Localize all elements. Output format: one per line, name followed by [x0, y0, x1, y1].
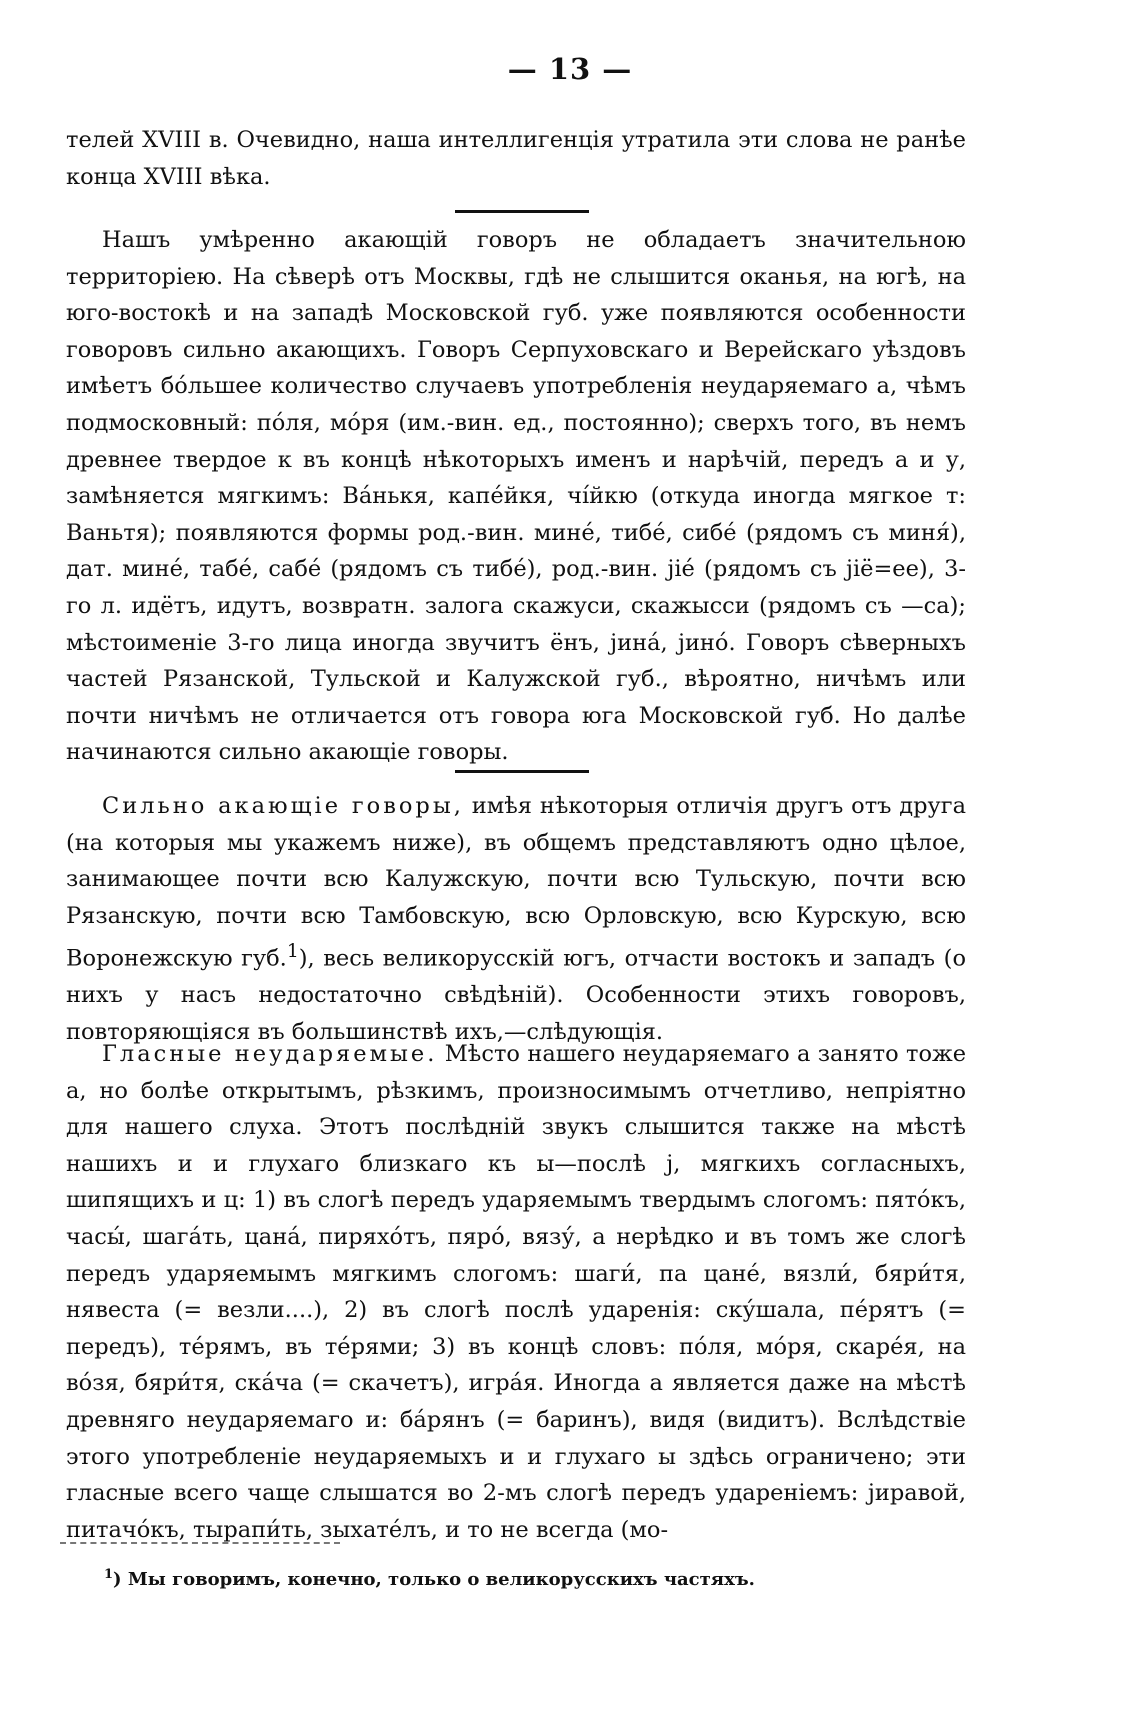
paragraph-body: имѣя нѣкоторыя отличія другъ отъ друга (на которыя мы укажемъ ниже), въ общемъ представляютъ одно цѣлое, занимающее почти всю Калужскую, почти всю Тульскую, почти всю Рязанскую, почти всю Тамбовскую, всю Орловскую, всю Курскую, всю Воронежскую губ.: [66, 793, 966, 972]
section-divider: [455, 770, 589, 773]
footnote: [104, 1562, 964, 1593]
footnote-marker: 1: [104, 1567, 114, 1582]
footnote-text: ) Мы говоримъ, конечно, только о великорусскихъ частяхъ.: [113, 1569, 755, 1590]
paragraph-continuation: [66, 122, 966, 195]
footnote-divider: [60, 1542, 340, 1544]
page-number: — 13 —: [507, 52, 633, 86]
paragraph-strong-akanye: [66, 788, 966, 1051]
paragraph-body-tail: ), весь великорусскій югъ, отчасти востокъ и западъ (о нихъ у насъ недостаточно свѣдѣній). Особенности этихъ говоровъ, повторяющіяся въ большинствѣ ихъ,—слѣдующія.: [66, 945, 966, 1046]
paragraph-text: [66, 788, 966, 1051]
paragraph-moderate-akanye: [66, 222, 966, 771]
spaced-lead-phrase: Гласные неударяемые.: [102, 1041, 438, 1067]
section-divider: [455, 210, 589, 213]
spaced-lead-phrase: Сильно акающіе говоры,: [102, 793, 464, 819]
paragraph-text: [66, 1036, 966, 1548]
paragraph-text: Нашъ умѣренно акающій говоръ не обладаетъ значительною территоріею. На сѣверѣ отъ Москвы, гдѣ не слышится оканья, на югѣ, на юго-востокѣ и на западѣ Московской губ. уже появляются особенности говоровъ сильно акающихъ. Говоръ Серпуховскаго и Верейскаго уѣздовъ имѣетъ бо́льшее количество случаевъ употребленія неударяемаго а, чѣмъ подмосковный: по́ля, мо́ря (им.-вин. ед., постоянно); сверхъ того, въ немъ древнее твердое к въ концѣ нѣкоторыхъ именъ и нарѣчій, передъ а и у, замѣняется мягкимъ: Ва́нькя, капе́йкя, чі́йкю (откуда иногда мягкое т: Ваньтя); появляются формы род.-вин. мине́, тибе́, сибе́ (рядомъ съ миня́), дат. мине́, табе́, сабе́ (рядомъ съ тибе́), род.-вин. jiе́ (рядомъ съ jiё=ее), 3-го л. идётъ, идутъ, возвратн. залога скажуси, скажысси (рядомъ съ —са); мѣстоименіе 3-го лица иногда звучитъ ёнъ, jина́, jино́. Говоръ сѣверныхъ частей Рязанской, Тульской и Калужской губ., вѣроятно, ничѣмъ или почти ничѣмъ не отличается отъ говора юга Московской губ. Но далѣе начинаются сильно акающіе говоры.: [66, 227, 966, 766]
footnote-reference[interactable]: 1: [286, 941, 299, 963]
paragraph-body: Мѣсто нашего неударяемаго а занято тоже а, но болѣе открытымъ, рѣзкимъ, произносимымъ отчетливо, непріятно для нашего слуха. Этотъ послѣдній звукъ слышится также на мѣстѣ нашихъ и и глухаго близкаго къ ы—послѣ j, мягкихъ согласныхъ, шипящихъ и ц: 1) въ слогѣ передъ ударяемымъ твердымъ слогомъ: пято́къ, часы́, шага́ть, цана́, пиряхо́тъ, пяро́, вязу́, а нерѣдко и въ томъ же слогѣ передъ ударяемымъ мягкимъ слогомъ: шаги́, па цане́, вязли́, бяри́тя, нявеста (= везли....), 2) въ слогѣ послѣ ударенія: ску́шала, пе́рятъ (= передъ), те́рямъ, въ те́рями; 3) въ концѣ словъ: по́ля, мо́ря, скаре́я, на во́зя, бяри́тя, ска́ча (= скачетъ), игра́я. Иногда а является даже на мѣстѣ древняго неударяемаго и: ба́рянъ (= баринъ), видя (видитъ). Вслѣдствіе этого употребленіе неударяемыхъ и и глухаго ы здѣсь ограничено; эти гласные всего чаще слышатся во 2-мъ слогѣ передъ удареніемъ: jиравой, питачо́къ, тырапи́ть, зыхате́лъ, и то не всегда (мо-: [66, 1041, 967, 1543]
paragraph-unstressed-vowels: [66, 1036, 966, 1548]
paragraph-text: телей XVIII в. Очевидно, наша интеллигенція утратила эти слова не ранѣе конца XVIII вѣка.: [66, 127, 966, 190]
